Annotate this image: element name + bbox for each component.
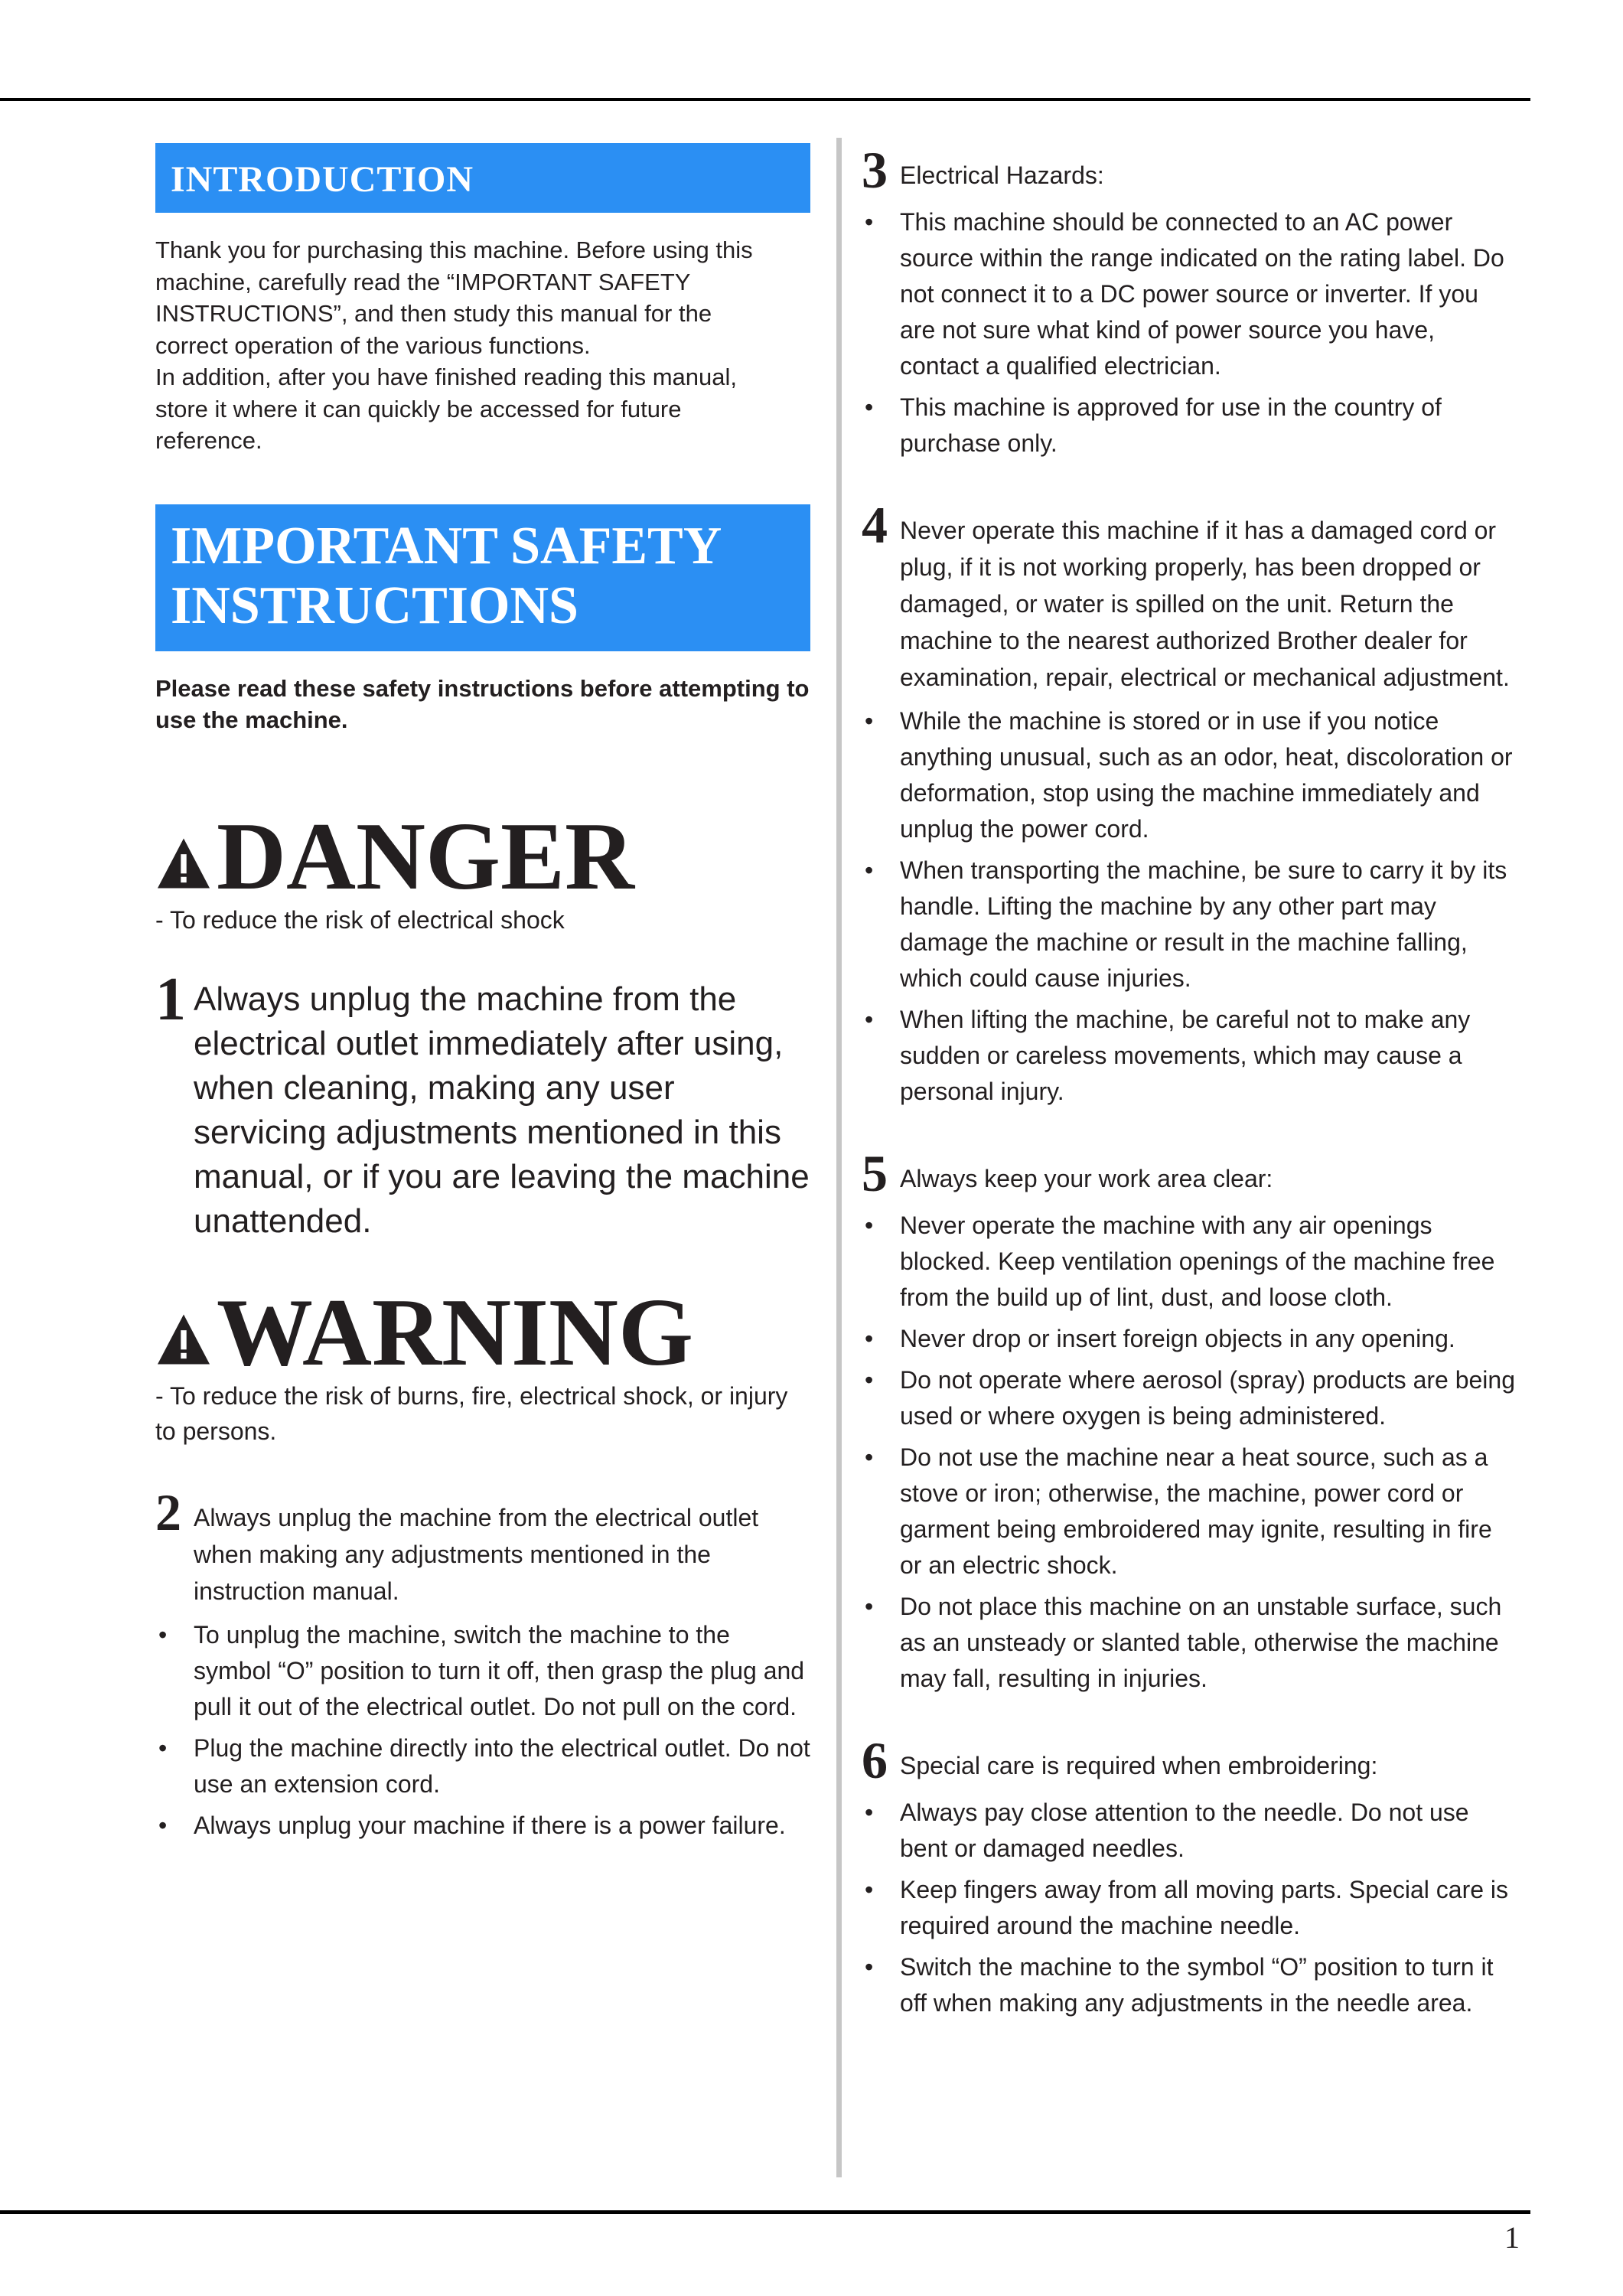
bullet-icon: •: [865, 1876, 874, 1903]
bottom-rule: [0, 2210, 1530, 2214]
item-text: Always keep your work area clear:: [900, 1165, 1273, 1192]
column-divider: [836, 138, 842, 2177]
bullet-icon: •: [865, 1593, 874, 1620]
list-item: • Switch the machine to the symbol “O” position to turn it off when making any adjustments in the needle area.: [862, 1949, 1520, 2021]
item-4-bullets: [862, 703, 1520, 1110]
safety-heading-line2: INSTRUCTIONS: [171, 576, 578, 635]
danger-subtitle: - To reduce the risk of electrical shock: [155, 905, 565, 934]
item-6-bullets: [862, 1795, 1520, 2021]
item-text: Always unplug the machine from the electrical outlet immediately after using, when cleaning, making any user servicing adjustments mentioned in this manual, or if you are leaving the machine unattended.: [194, 980, 810, 1240]
item-text: Electrical Hazards:: [900, 161, 1104, 189]
bullet-icon: •: [865, 1953, 874, 1981]
bullet-icon: •: [865, 1006, 874, 1033]
danger-signal: [155, 803, 810, 910]
item-5-bullets: [862, 1208, 1520, 1697]
item-number: 3: [862, 141, 888, 199]
item-2-bullets: [155, 1617, 810, 1844]
list-item: • Always unplug your machine if there is a power failure.: [155, 1808, 810, 1844]
instruction-item-3: [862, 143, 1520, 197]
list-item: • To unplug the machine, switch the machine to the symbol “O” position to turn it off, then grasp the plug and pull it out of the electrical outlet. Do not pull on the cord.: [155, 1617, 810, 1725]
list-item: • Always pay close attention to the needle. Do not use bent or damaged needles.: [862, 1795, 1520, 1867]
item-text: Never operate this machine if it has a damaged cord or plug, if it is not working properly, has been dropped or damaged, or water is spilled on the unit. Return the machine to the nearest authorized Brother dealer for examination, repair, electrical or mechanical adjustment.: [900, 517, 1510, 691]
bullet-icon: •: [158, 1620, 168, 1649]
intro-line: store it where it can quickly be accessed for future: [155, 395, 682, 422]
instruction-item-2: [155, 1482, 810, 1609]
top-rule: [0, 98, 1530, 101]
list-item: • Keep fingers away from all moving parts. Special care is required around the machine needle.: [862, 1872, 1520, 1944]
danger-word: DANGER: [217, 803, 635, 910]
list-item: • This machine should be connected to an AC power source within the range indicated on the rating label. Do not connect it to a DC power source or inverter. If you are not sure what kind of power source you have, contact a qualified electrician.: [862, 204, 1520, 384]
bullet-icon: •: [865, 393, 874, 421]
intro-line: correct operation of the various functions.: [155, 331, 591, 359]
warning-subtitle: - To reduce the risk of burns, fire, electrical shock, or injury to persons.: [155, 1381, 788, 1445]
bullet-icon: •: [158, 1811, 168, 1839]
safety-note: Please read these safety instructions before attempting to use the machine.: [155, 674, 810, 733]
list-item: • When lifting the machine, be careful not to make any sudden or careless movements, which may cause a personal injury.: [862, 1002, 1520, 1110]
safety-heading: [155, 504, 810, 651]
warning-triangle-icon: [155, 1311, 212, 1368]
item-number: 4: [862, 496, 888, 554]
bullet-icon: •: [865, 1212, 874, 1239]
page-number: 1: [1504, 2220, 1520, 2255]
list-item: • Plug the machine directly into the electrical outlet. Do not use an extension cord.: [155, 1730, 810, 1802]
intro-line: Thank you for purchasing this machine. Before using this: [155, 236, 753, 263]
bullet-icon: •: [865, 1443, 874, 1471]
warning-signal: [155, 1279, 810, 1386]
item-3-bullets: [862, 204, 1520, 461]
list-item: • Never operate the machine with any air openings blocked. Keep ventilation openings of the machine free from the build up of lint, dust, and loose cloth.: [862, 1208, 1520, 1316]
instruction-item-4: [862, 498, 1520, 696]
bullet-icon: •: [865, 208, 874, 236]
list-item: • Never drop or insert foreign objects in any opening.: [862, 1321, 1520, 1357]
right-column: [862, 143, 1520, 2027]
list-item: • Do not operate where aerosol (spray) products are being used or where oxygen is being administered.: [862, 1362, 1520, 1434]
bullet-icon: •: [865, 1325, 874, 1352]
list-item: • Do not use the machine near a heat source, such as a stove or iron; otherwise, the machine, power cord or garment being embroidered may ignite, resulting in fire or an electric shock.: [862, 1440, 1520, 1583]
item-number: 2: [155, 1482, 181, 1541]
item-text: Always unplug the machine from the electrical outlet when making any adjustments mentioned in the instruction manual.: [194, 1503, 759, 1605]
warning-word: WARNING: [217, 1279, 694, 1386]
item-number: 6: [862, 1731, 888, 1789]
introduction-heading: INTRODUCTION: [155, 143, 810, 213]
bullet-icon: •: [158, 1733, 168, 1762]
warning-triangle-icon: [155, 835, 212, 892]
instruction-item-5: [862, 1146, 1520, 1200]
left-column: [155, 143, 810, 1849]
bullet-icon: •: [865, 707, 874, 735]
item-text: Special care is required when embroidering:: [900, 1752, 1378, 1779]
instruction-item-1: [155, 965, 810, 1244]
instruction-item-6: [862, 1733, 1520, 1787]
intro-line: INSTRUCTIONS”, and then study this manual for the: [155, 300, 712, 327]
bullet-icon: •: [865, 856, 874, 884]
safety-heading-line1: IMPORTANT SAFETY: [171, 516, 722, 576]
introduction-text: [155, 234, 810, 457]
bullet-icon: •: [865, 1366, 874, 1394]
list-item: • Do not place this machine on an unstable surface, such as an unsteady or slanted table, otherwise the machine may fall, resulting in injuries.: [862, 1589, 1520, 1697]
item-number: 1: [155, 965, 186, 1033]
intro-line: In addition, after you have finished reading this manual,: [155, 364, 737, 390]
item-number: 5: [862, 1144, 888, 1202]
bullet-icon: •: [865, 1799, 874, 1826]
list-item: • This machine is approved for use in the country of purchase only.: [862, 390, 1520, 461]
intro-line: machine, carefully read the “IMPORTANT SAFETY: [155, 268, 691, 295]
list-item: • While the machine is stored or in use if you notice anything unusual, such as an odor, heat, discoloration or deformation, stop using the machine immediately and unplug the power cord.: [862, 703, 1520, 847]
list-item: • When transporting the machine, be sure to carry it by its handle. Lifting the machine by any other part may damage the machine or result in the machine falling, which could cause injuries.: [862, 853, 1520, 996]
intro-line: reference.: [155, 427, 262, 454]
